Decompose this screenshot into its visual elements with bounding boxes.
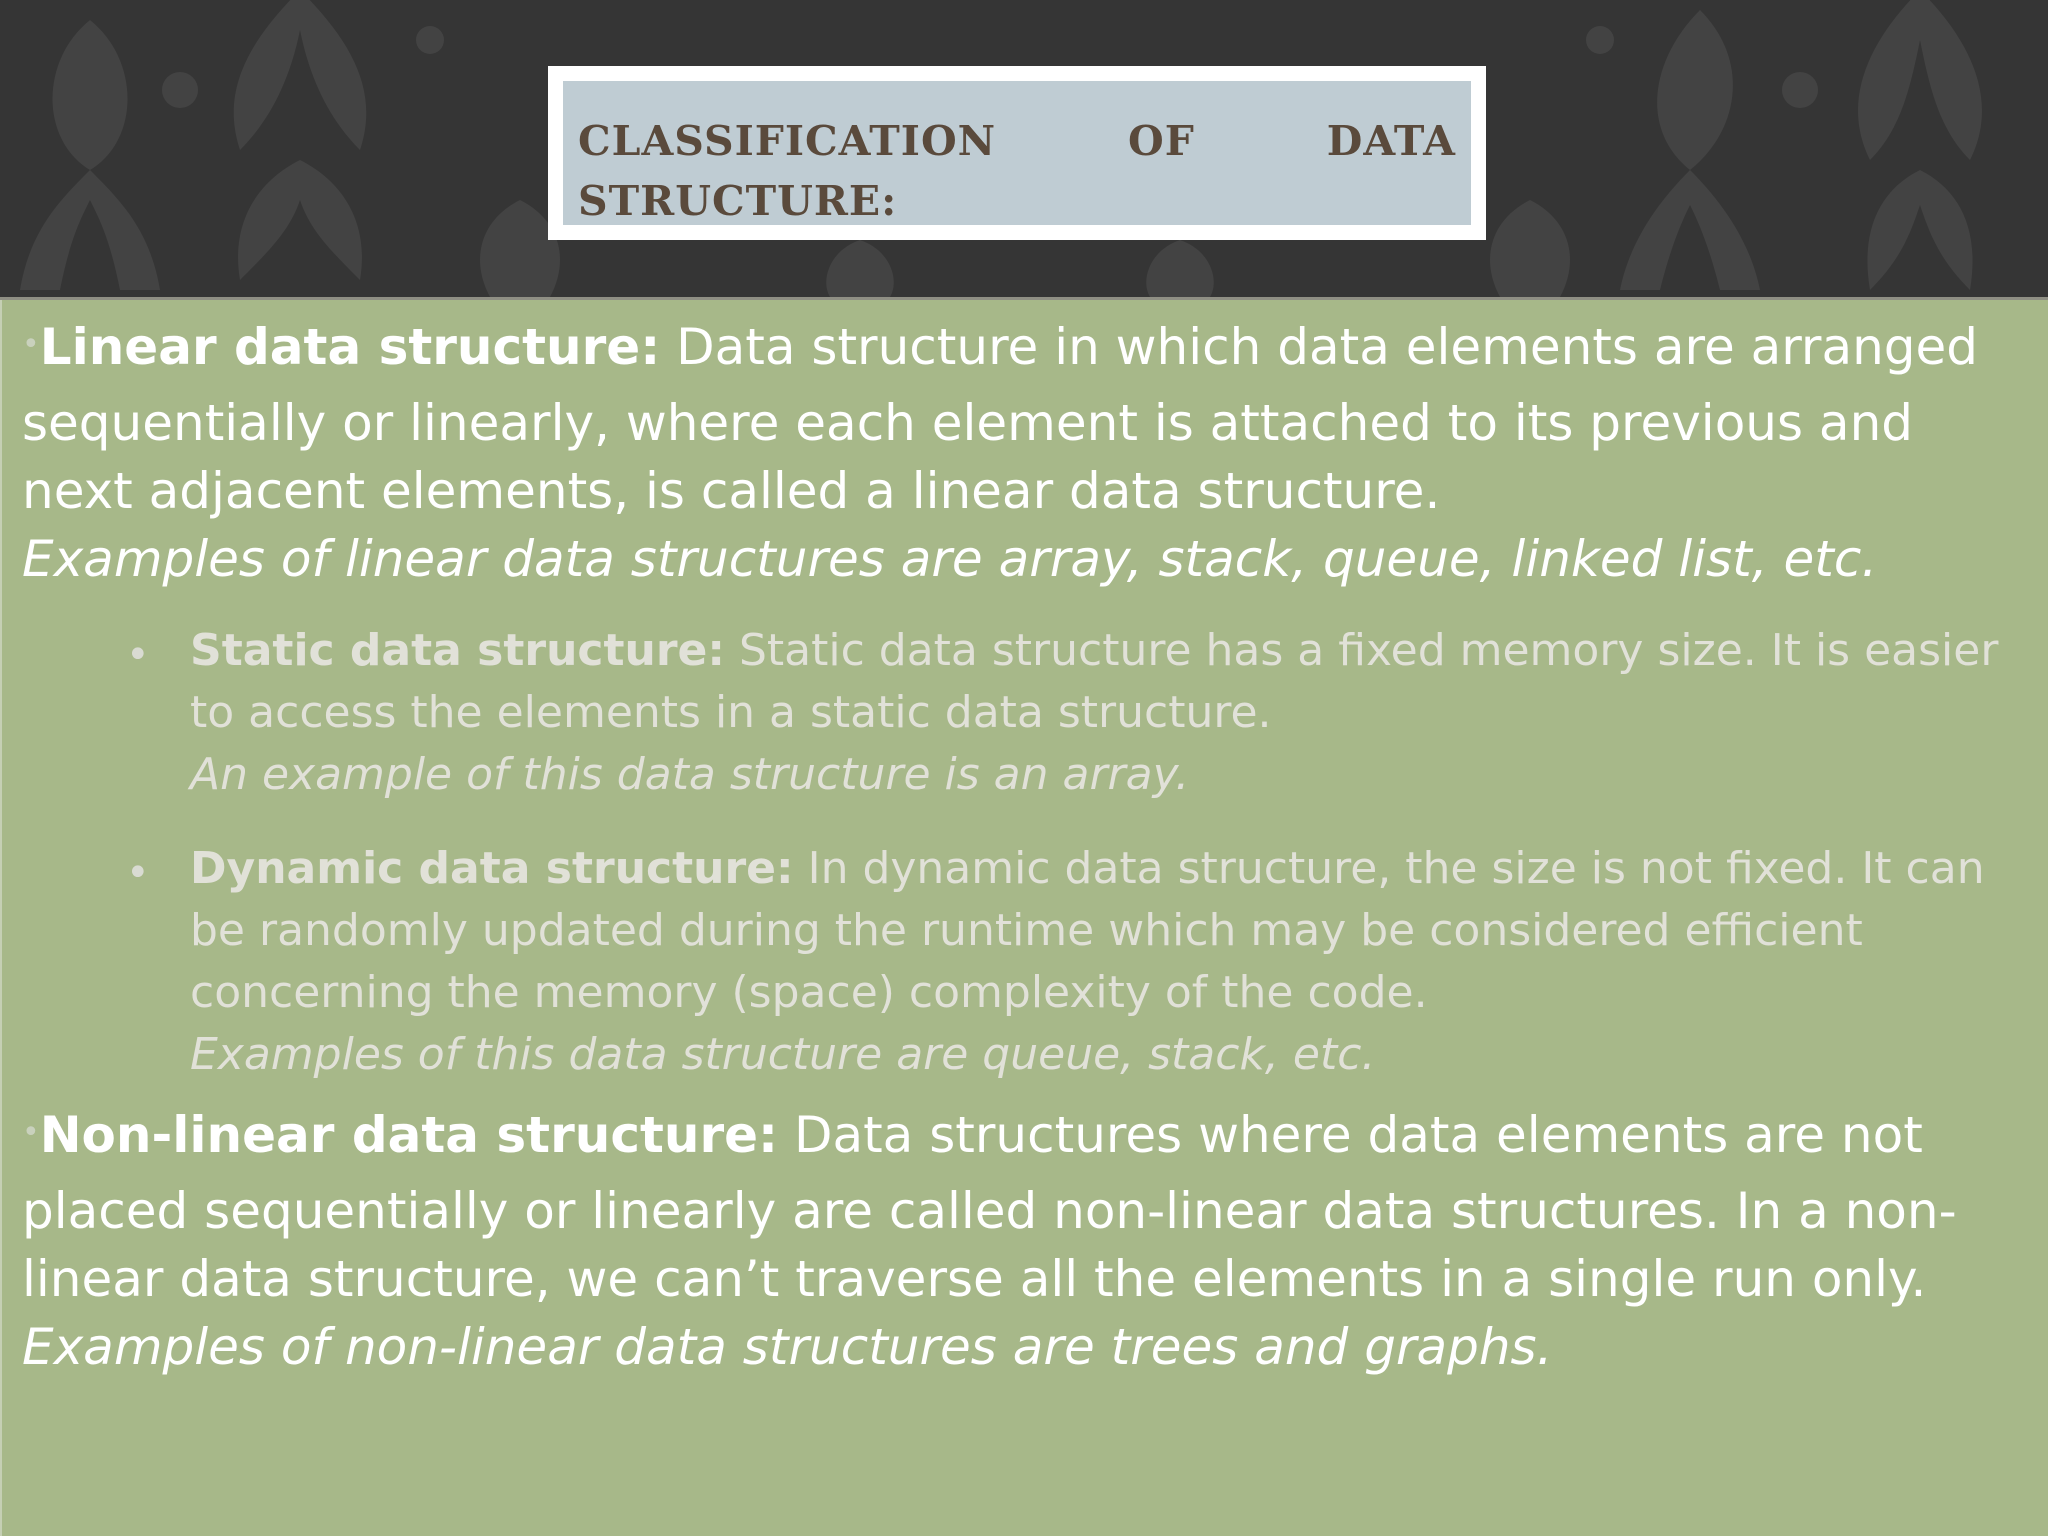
bullet-dot: •	[126, 850, 150, 896]
linear-term: Linear data structure:	[39, 318, 661, 376]
static-term: Static data structure:	[190, 625, 725, 676]
content-left-border	[0, 300, 2, 1536]
bullet-dot: •	[22, 1115, 40, 1150]
bullet-dot: •	[126, 632, 150, 678]
non-linear-example: Examples of non-linear data structures are trees and graphs.	[22, 1318, 1553, 1376]
static-data-structure-item	[126, 620, 2010, 806]
linear-data-structure-paragraph	[22, 313, 2012, 593]
bullet-dot: •	[22, 327, 40, 362]
non-linear-description: Data structures where data elements are not placed sequentially or linearly are called non-linear data structures. In a non-linear data structure, we can’t traverse all the elements in a single run only.	[22, 1106, 1957, 1308]
dynamic-description: In dynamic data structure, the size is not fixed. It can be randomly updated during the runtime which may be considered efficient concerning the memory (space) complexity of the code.	[190, 843, 1985, 1018]
non-linear-data-structure-paragraph	[22, 1101, 2012, 1381]
dynamic-example: Examples of this data structure are queue, stack, etc.	[190, 1029, 1376, 1080]
slide-title: CLASSIFICATION OF DATA STRUCTURE:	[578, 117, 1456, 225]
linear-description: Data structure in which data elements are arranged sequentially or linearly, where each element is attached to its previous and next adjacent elements, is called a linear data structure.	[22, 318, 1979, 520]
header-band	[0, 0, 2048, 297]
title-box	[563, 81, 1471, 225]
title-frame	[548, 66, 1486, 240]
dynamic-data-structure-item	[126, 838, 2010, 1086]
linear-example: Examples of linear data structures are array, stack, queue, linked list, etc.	[22, 530, 1878, 588]
dynamic-term: Dynamic data structure:	[190, 843, 794, 894]
static-description: Static data structure has a fixed memory size. It is easier to access the elements in a static data structure.	[190, 625, 1999, 738]
non-linear-term: Non-linear data structure:	[39, 1106, 779, 1164]
static-example: An example of this data structure is an array.	[190, 749, 1190, 800]
